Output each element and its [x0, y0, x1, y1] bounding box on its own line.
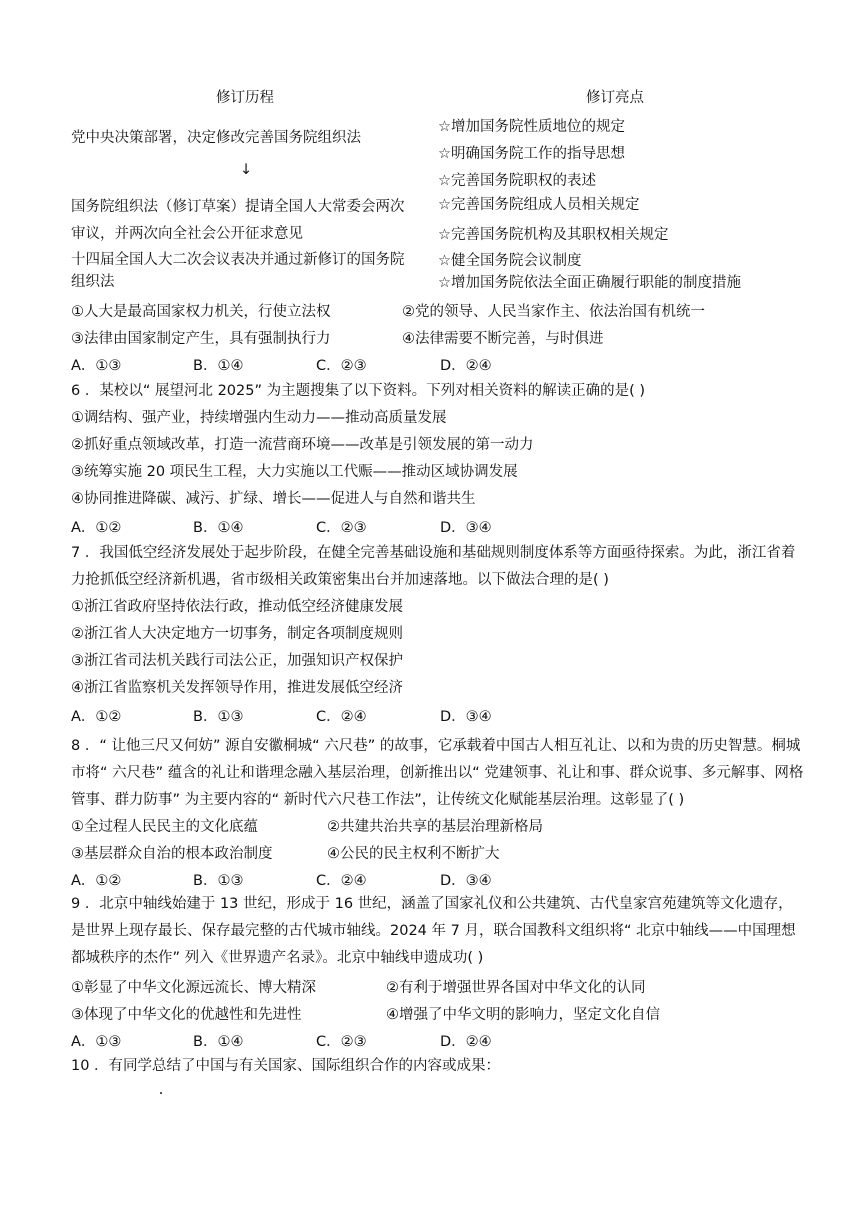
option-d[interactable]: D．②④	[440, 358, 492, 374]
history-header: 修订历程	[216, 90, 274, 106]
option-d[interactable]: D．③④	[440, 873, 492, 889]
q10-stem: 10 ．有同学总结了中国与有关国家、国际组织合作的内容或成果：	[71, 1058, 501, 1074]
highlight-item: ☆完善国务院机构及其职权相关规定	[438, 227, 669, 243]
q6-statement-1: ①调结构、强产业，持续增强内生动力——推动高质量发展	[71, 410, 447, 426]
option-a[interactable]: A．①②	[71, 873, 122, 889]
option-c[interactable]: C．②③	[316, 520, 367, 536]
q5-statement-2: ②党的领导、人民当家作主、依法治国有机统一	[402, 304, 705, 320]
q5-statement-1: ①人大是最高国家权力机关，行使立法权	[71, 304, 331, 320]
q7-statement-1: ①浙江省政府坚持依法行政，推动低空经济健康发展	[71, 599, 403, 615]
q5-options	[71, 354, 771, 374]
q9-options	[71, 1030, 771, 1050]
history-step-1: 党中央决策部署，决定修改完善国务院组织法	[71, 130, 361, 146]
highlight-item: ☆增加国务院依法全面正确履行职能的制度措施	[438, 275, 741, 291]
option-a[interactable]: A．①③	[71, 358, 122, 374]
q9-statement-4: ④增强了中华文明的影响力，坚定文化自信	[386, 1007, 660, 1023]
option-b[interactable]: B．①④	[193, 520, 244, 536]
q9-statement-1: ①彰显了中华文化源远流长、博大精深	[71, 980, 316, 996]
highlight-item: ☆明确国务院工作的指导思想	[438, 146, 625, 162]
highlights-header: 修订亮点	[586, 90, 644, 106]
down-arrow-icon: ↓	[240, 162, 253, 178]
q8-options	[71, 869, 771, 889]
q7-stem: 7 ．我国低空经济发展处于起步阶段，在健全完善基础设施和基础规则制度体系等方面亟待探索。为此，浙江省着力抢抓低空经济新机遇，省市级相关政策密集出台并加速落地。以下做法合理的是( )	[71, 545, 796, 588]
q8-statement-3: ③基层群众自治的根本政治制度	[71, 846, 273, 862]
history-step-2: 国务院组织法（修订草案）提请全国人大常委会两次	[71, 199, 405, 215]
q6-statement-2: ②抓好重点领域改革，打造一流营商环境——改革是引领发展的第一动力	[71, 437, 534, 453]
highlight-item: ☆增加国务院性质地位的规定	[438, 119, 625, 135]
option-a[interactable]: A．①③	[71, 1034, 122, 1050]
q9-statement-3: ③体现了中华文化的优越性和先进性	[71, 1007, 302, 1023]
option-d[interactable]: D．②④	[440, 1034, 492, 1050]
option-b[interactable]: B．①③	[193, 709, 244, 725]
q6-stem: 6 ．某校以“ 展望河北 2025” 为主题搜集了以下资料。下列对相关资料的解读正确的是( )	[71, 383, 646, 399]
option-a[interactable]: A．①②	[71, 709, 122, 725]
history-step-3-cont: 组织法	[71, 274, 115, 290]
q7-options	[71, 705, 771, 725]
option-c[interactable]: C．②③	[316, 358, 367, 374]
highlight-item: ☆完善国务院组成人员相关规定	[438, 197, 640, 213]
history-step-3: 十四届全国人大二次会议表决并通过新修订的国务院	[71, 252, 405, 268]
option-d[interactable]: D．③④	[440, 520, 492, 536]
q8-stem: 8 ．“ 让他三尺又何妨” 源自安徽桐城“ 六尺巷” 的故事，它承载着中国古人相互礼让、以和为贵的历史智慧。桐城市将“ 六尺巷” 蕴含的礼让和谐理念融入基层治理，创新推出以“ 党建领事、礼让和事、群众说事、多元解事、网格管事、群力防事” 为主要内容的“ 新时代六尺巷工作法”，让传统文化赋能基层治理。这彰显了( )	[71, 738, 804, 808]
q7-statement-3: ③浙江省司法机关践行司法公正，加强知识产权保护	[71, 653, 403, 669]
q5-statement-3: ③法律由国家制定产生，具有强制执行力	[71, 331, 331, 347]
highlight-item: ☆完善国务院职权的表述	[438, 173, 596, 189]
option-b[interactable]: B．①④	[193, 358, 244, 374]
q8-statement-1: ①全过程人民民主的文化底蕴	[71, 819, 258, 835]
q5-statement-4: ④法律需要不断完善，与时俱进	[402, 331, 604, 347]
option-c[interactable]: C．②③	[316, 1034, 367, 1050]
highlight-item: ☆健全国务院会议制度	[438, 253, 582, 269]
option-b[interactable]: B．①③	[193, 873, 244, 889]
q7-statement-2: ②浙江省人大决定地方一切事务，制定各项制度规则	[71, 626, 403, 642]
q7-statement-4: ④浙江省监察机关发挥领导作用，推进发展低空经济	[71, 680, 403, 696]
q8-statement-4: ④公民的民主权利不断扩大	[327, 846, 500, 862]
q9-statement-2: ②有利于增强世界各国对中华文化的认同	[386, 980, 646, 996]
q6-statement-3: ③统筹实施 20 项民生工程，大力实施以工代赈——推动区域协调发展	[71, 464, 518, 480]
q8-statement-2: ②共建共治共享的基层治理新格局	[327, 819, 543, 835]
history-step-2-cont: 审议，并两次向全社会公开征求意见	[71, 226, 303, 242]
q6-statement-4: ④协同推进降碳、减污、扩绿、增长——促进人与自然和谐共生	[71, 491, 476, 507]
option-c[interactable]: C．②④	[316, 873, 367, 889]
q9-stem: 9 ．北京中轴线始建于 13 世纪，形成于 16 世纪，涵盖了国家礼仪和公共建筑、古代皇家宫苑建筑等文化遗存，是世界上现存最长、保存最完整的古代城市轴线。2024 年 7 月，联合国教科文组织将“ 北京中轴线——中国理想都城秩序的杰作” 列入《世界遗产名录》。北京中轴线申遗成功( )	[71, 896, 796, 966]
option-c[interactable]: C．②④	[316, 709, 367, 725]
q6-options	[71, 516, 771, 536]
option-a[interactable]: A．①②	[71, 520, 122, 536]
stray-dot	[160, 1092, 162, 1094]
option-d[interactable]: D．③④	[440, 709, 492, 725]
option-b[interactable]: B．①④	[193, 1034, 244, 1050]
